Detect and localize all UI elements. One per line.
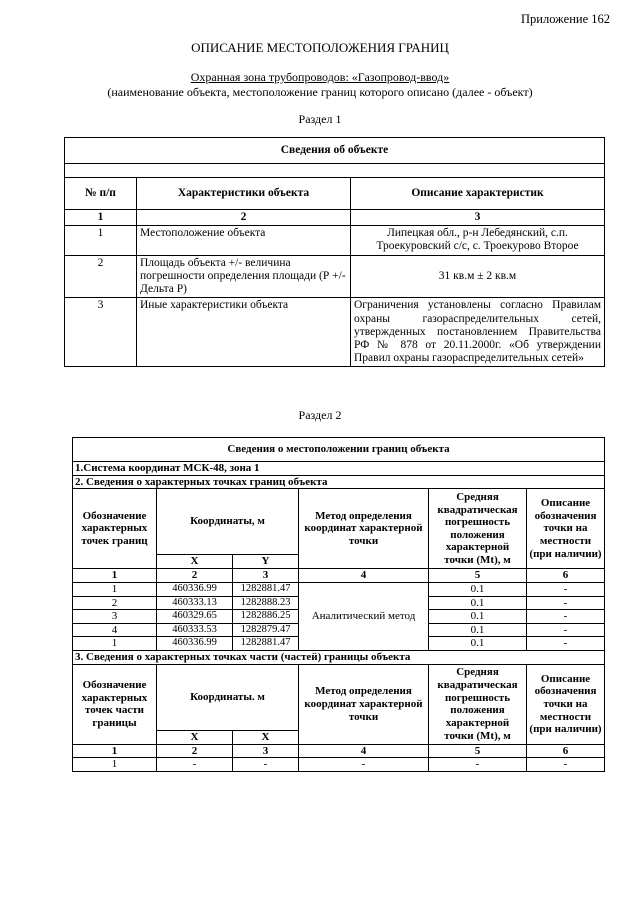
object-info-table <box>64 137 605 367</box>
point-mt: 0.1 <box>429 582 527 596</box>
table-row <box>65 226 605 255</box>
col-method-header: Метод определения координат характерной точки <box>299 664 429 744</box>
col-characteristic-header: Характеристики объекта <box>137 178 351 210</box>
row-value: 31 кв.м ± 2 кв.м <box>351 255 605 298</box>
boundary-table-title: Сведения о местоположении границ объекта <box>73 438 605 462</box>
index-cell: 2 <box>157 744 233 758</box>
col-method-header: Метод определения координат характерной точки <box>299 489 429 569</box>
row-value: Липецкая обл., р-н Лебедянский, с.п. Троекуровский с/с, с. Троекурово Второе <box>351 226 605 255</box>
index-cell: 4 <box>299 569 429 583</box>
point-id: 1 <box>73 582 157 596</box>
col-coords-header: Координаты, м <box>157 489 299 555</box>
appendix-label: Приложение 162 <box>521 12 610 26</box>
spacer-row <box>65 164 605 178</box>
point-x: 460329.65 <box>157 610 233 624</box>
point-id: 4 <box>73 623 157 637</box>
object-name-caption: (наименование объекта, местоположение границ которого описано (далее - объект) <box>107 85 533 99</box>
point-y: 1282881.47 <box>233 582 299 596</box>
point-id: 1 <box>73 637 157 651</box>
point-mt: 0.1 <box>429 610 527 624</box>
col-coords-part-header: Координаты. м <box>157 664 299 730</box>
document-title: ОПИСАНИЕ МЕСТОПОЛОЖЕНИЯ ГРАНИЦ <box>191 40 449 55</box>
point-y: 1282879.47 <box>233 623 299 637</box>
boundary-table <box>72 437 605 772</box>
col-x1-header: X <box>157 730 233 744</box>
table-row <box>65 298 605 367</box>
row-number: 2 <box>65 255 137 298</box>
point-descr: - <box>527 596 605 610</box>
row-characteristic: Иные характеристики объекта <box>137 298 351 367</box>
point-x: 460336.99 <box>157 637 233 651</box>
point-x: 460336.99 <box>157 582 233 596</box>
row-characteristic: Местоположение объекта <box>137 226 351 255</box>
col-point-part-header: Обозначение характерных точек части границы <box>73 664 157 744</box>
part-point-x: - <box>157 758 233 772</box>
table-row <box>65 255 605 298</box>
part-point-descr: - <box>527 758 605 772</box>
index-cell: 5 <box>429 569 527 583</box>
row-value: Ограничения установлены согласно Правилам охраны газораспределительных сетей, утвержденных постановлением Правительства РФ № 878 от 20.11.2000г. «Об утверждении Правил охраны газораспределительных сетей» <box>351 298 605 367</box>
index-cell: 2 <box>157 569 233 583</box>
index-cell: 3 <box>351 210 605 226</box>
row-characteristic: Площадь объекта +/- величина погрешности определения площади (Р +/- Дельта Р) <box>137 255 351 298</box>
coordinate-system: 1.Система координат МСК-48, зона 1 <box>73 462 605 476</box>
index-cell: 4 <box>299 744 429 758</box>
point-id: 2 <box>73 596 157 610</box>
point-y: 1282886.25 <box>233 610 299 624</box>
point-y: 1282888.23 <box>233 596 299 610</box>
index-cell: 5 <box>429 744 527 758</box>
index-cell: 6 <box>527 744 605 758</box>
col-number-header: № п/п <box>65 178 137 210</box>
point-id: 3 <box>73 610 157 624</box>
point-descr: - <box>527 637 605 651</box>
col-x2-header: X <box>233 730 299 744</box>
point-x: 460333.53 <box>157 623 233 637</box>
index-cell: 2 <box>137 210 351 226</box>
index-cell: 1 <box>73 744 157 758</box>
table-row <box>73 758 605 772</box>
table-row <box>73 582 605 596</box>
col-x-header: X <box>157 555 233 569</box>
col-description-header: Описание характеристик <box>351 178 605 210</box>
part-point-id: 1 <box>73 758 157 772</box>
col-y-header: Y <box>233 555 299 569</box>
col-point-header: Обозначение характерных точек границ <box>73 489 157 569</box>
section-2-label: Раздел 2 <box>298 408 342 422</box>
point-y: 1282881.47 <box>233 637 299 651</box>
row-number: 1 <box>65 226 137 255</box>
index-cell: 1 <box>73 569 157 583</box>
object-name-text: Охранная зона трубопроводов: «Газопровод-ввод» <box>190 70 450 84</box>
col-mt-header: Средняя квадратическая погрешность положения характерной точки (Mt), м <box>429 489 527 569</box>
object-name <box>0 70 640 85</box>
part-point-method: - <box>299 758 429 772</box>
object-info-title: Сведения об объекте <box>65 138 605 164</box>
section-1-label: Раздел 1 <box>298 112 342 126</box>
index-cell: 3 <box>233 569 299 583</box>
index-cell: 1 <box>65 210 137 226</box>
part-3-title: 3. Сведения о характерных точках части (частей) границы объекта <box>73 651 605 665</box>
part-point-mt: - <box>429 758 527 772</box>
point-mt: 0.1 <box>429 623 527 637</box>
part-2-title: 2. Сведения о характерных точках границ объекта <box>73 475 605 489</box>
point-x: 460333.13 <box>157 596 233 610</box>
method-cell: Аналитический метод <box>299 582 429 650</box>
row-number: 3 <box>65 298 137 367</box>
point-descr: - <box>527 623 605 637</box>
col-description-header: Описание обозначения точки на местности (при наличии) <box>527 489 605 569</box>
col-description-header: Описание обозначения точки на местности (при наличии) <box>527 664 605 744</box>
part-point-y: - <box>233 758 299 772</box>
point-mt: 0.1 <box>429 637 527 651</box>
point-mt: 0.1 <box>429 596 527 610</box>
index-cell: 6 <box>527 569 605 583</box>
index-cell: 3 <box>233 744 299 758</box>
point-descr: - <box>527 610 605 624</box>
col-mt-header: Средняя квадратическая погрешность положения характерной точки (Mt), м <box>429 664 527 744</box>
point-descr: - <box>527 582 605 596</box>
